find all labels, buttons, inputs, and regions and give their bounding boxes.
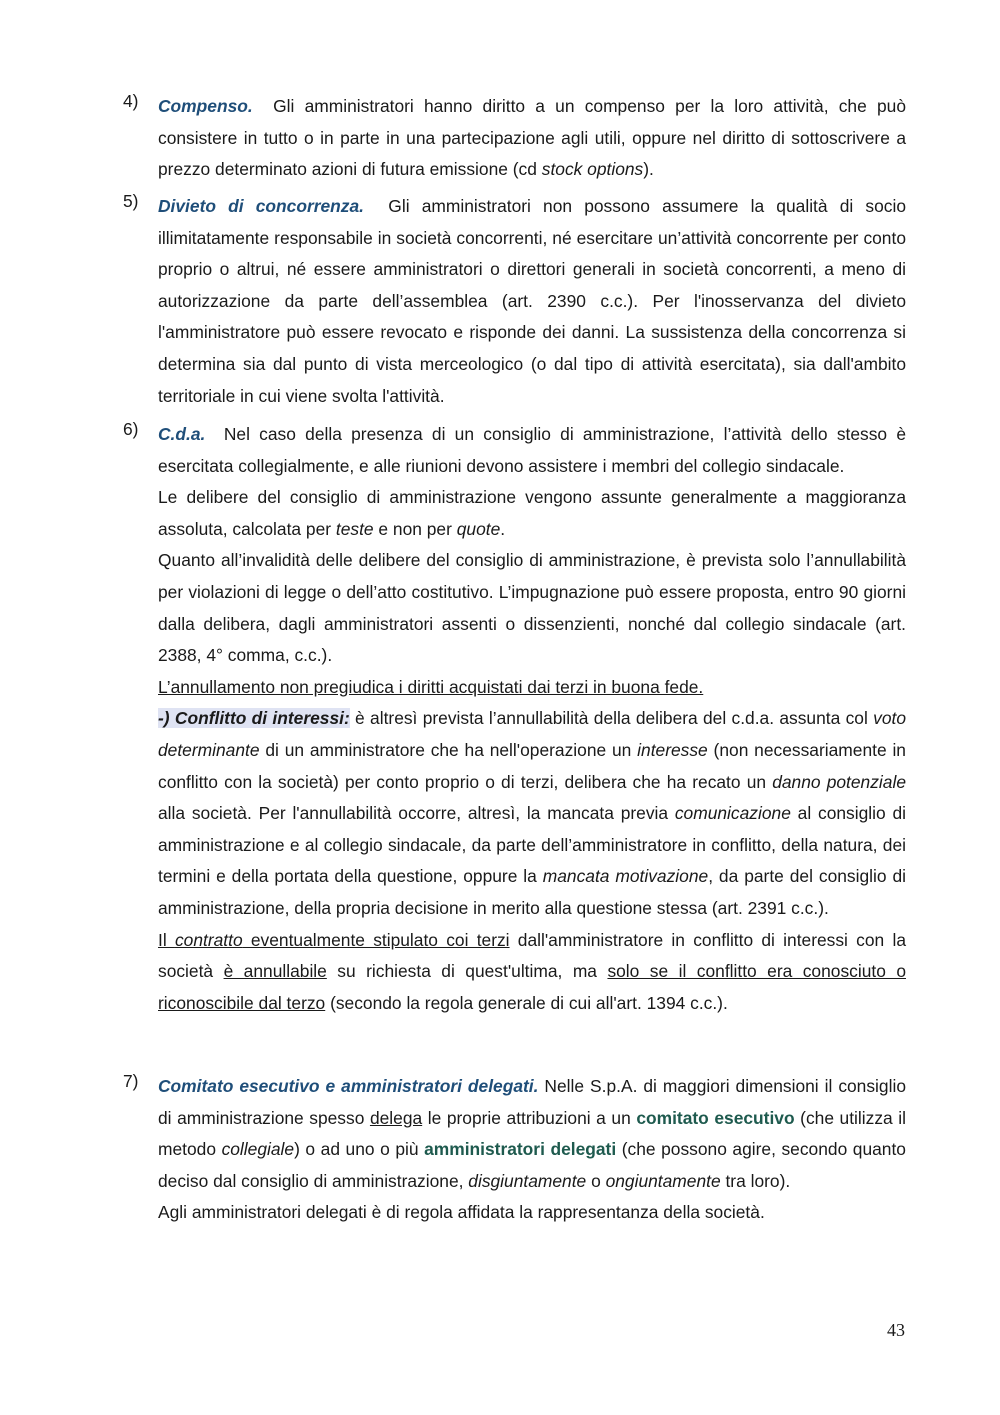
underlined-phrase: solo se il conflitto era conosciuto o riconoscibile dal terzo (158, 961, 906, 1013)
item-text: di un amministratore che ha nell'operazione un (259, 739, 638, 760)
item-text: dall'amministratore in conflitto di interessi con la società (158, 929, 906, 982)
list-item-comitato-esecutivo (123, 1071, 906, 1229)
list-item-cda (123, 419, 906, 1019)
item-title: Divieto di concorrenza. (158, 196, 364, 216)
item-number: 7) (123, 1071, 139, 1091)
item-body (158, 191, 906, 412)
italic-term: contratto (174, 929, 243, 950)
item-body (158, 1071, 906, 1229)
item-text: eventualmente stipulato coi terzi (242, 929, 510, 950)
item-title: C.d.a. (158, 424, 206, 444)
item-body (158, 419, 906, 1019)
item-text: (secondo la regola generale di cui all'art. 1394 c.c.). (325, 992, 728, 1013)
list-item-compenso (123, 91, 906, 186)
contratto-paragraph (158, 925, 906, 1020)
item-text: e non per (373, 518, 457, 539)
italic-term: disgiuntamente (468, 1170, 587, 1191)
key-term: comitato esecutivo (636, 1107, 795, 1128)
underlined-word: delega (369, 1107, 423, 1128)
item-text: è altresì prevista l’annullabilità della delibera del c.d.a. assunta col (349, 708, 874, 729)
italic-term: stock options (541, 159, 644, 180)
item-text: (che possono agire, secondo quanto deciso dal consiglio di amministrazione, (158, 1139, 906, 1191)
italic-term: interesse (637, 739, 708, 760)
item-text: . (500, 518, 506, 539)
item-text: al consiglio di amministrazione e al collegio sindacale, da parte dell’amministratore in conflitto, della natura, dei termini e della portata della questione, oppure la (158, 803, 906, 887)
italic-term: quote (456, 518, 501, 539)
italic-term: voto determinante (158, 708, 906, 760)
page-number: 43 (887, 1320, 905, 1340)
item-text: alla società. Per l'annullabilità occorre, altresì, la mancata previa (158, 803, 675, 824)
item-number: 4) (123, 91, 139, 111)
list-item-divieto-concorrenza (123, 191, 906, 412)
item-text: le proprie attribuzioni a un (422, 1107, 637, 1128)
item-text: Gli amministratori non possono assumere la qualità di socio illimitatamente responsabile in società concorrenti, né esercitare un’attività concorrente per conto proprio o altrui, né essere amministratori o direttori generali in società concorrenti, a meno di autorizzazione da parte dell’assemblea (art. 2390 c.c.). Per l'inosservanza del divieto l'amministratore può essere revocato e risponde dei danni. La sussistenza della concorrenza si determina sia dal punto di vista merceologico (o dal tipo di attività esercitata), sia dall'ambito territoriale in cui viene svolta l'attività. (158, 196, 906, 406)
key-term: amministratori delegati (424, 1139, 617, 1160)
item-text: Nelle S.p.A. di maggiori dimensioni il consiglio di amministrazione spesso (158, 1076, 906, 1128)
item-text: ) o ad uno o più (294, 1139, 425, 1160)
item-text: tra loro). (720, 1170, 791, 1191)
underlined-phrase: è annullabile (223, 961, 327, 982)
item-text: (che utilizza il metodo (158, 1107, 906, 1160)
italic-term: ongiuntamente (605, 1170, 721, 1191)
item-title: Compenso. (158, 96, 253, 116)
item-body (158, 91, 906, 186)
italic-term: mancata motivazione (542, 866, 709, 887)
item-text: Nel caso della presenza di un consiglio di amministrazione, l’attività dello stesso è esercitata collegialmente, e alle riunioni devono assistere i membri del collegio sindacale. (158, 424, 906, 476)
underlined-phrase (158, 930, 510, 950)
italic-term: comunicazione (674, 803, 791, 824)
rappresentanza-paragraph: Agli amministratori delegati è di regola affidata la rappresentanza della società. (158, 1202, 765, 1223)
item-text: Il (158, 929, 175, 950)
underlined-sentence: L’annullamento non pregiudica i diritti acquistati dai terzi in buona fede. (158, 676, 704, 697)
invalidita-paragraph: Quanto all’invalidità delle delibere del consiglio di amministrazione, è prevista solo l’annullabilità per violazioni di legge o dell’atto costitutivo. L’impugnazione può essere proposta, entro 90 giorni dalla delibera, dagli amministratori assenti o dissenzienti, nonché dal collegio sindacale (art. 2388, 4° comma, c.c.). (158, 550, 906, 666)
item-text: o (586, 1170, 606, 1191)
item-number: 5) (123, 191, 139, 211)
italic-term: collegiale (221, 1139, 295, 1160)
item-text: ). (643, 159, 654, 180)
item-text: , da parte del consiglio di amministrazione, della propria decisione in merito alla questione stessa (art. 2391 c.c.). (158, 866, 907, 918)
item-title: Comitato esecutivo e amministratori delegati. (158, 1076, 539, 1096)
item-number: 6) (123, 419, 139, 439)
highlighted-label: -) Conflitto di interessi: (158, 708, 350, 729)
item-text: su richiesta di quest'ultima, ma (326, 961, 608, 982)
item-text: (non necessariamente in conflitto con la società) per conto proprio o di terzi, delibera che ha recato un (158, 739, 906, 792)
conflitto-paragraph (158, 703, 906, 924)
item-text: Gli amministratori hanno diritto a un compenso per la loro attività, che può consistere in tutto o in parte in una partecipazione agli utili, oppure nel diritto di sottoscrivere a prezzo determinato azioni di futura emissione (cd (158, 96, 906, 180)
italic-term: teste (335, 518, 374, 539)
italic-term: danno potenziale (772, 771, 906, 792)
item-text: Le delibere del consiglio di amministrazione vengono assunte generalmente a maggioranza assoluta, calcolata per (158, 487, 906, 539)
